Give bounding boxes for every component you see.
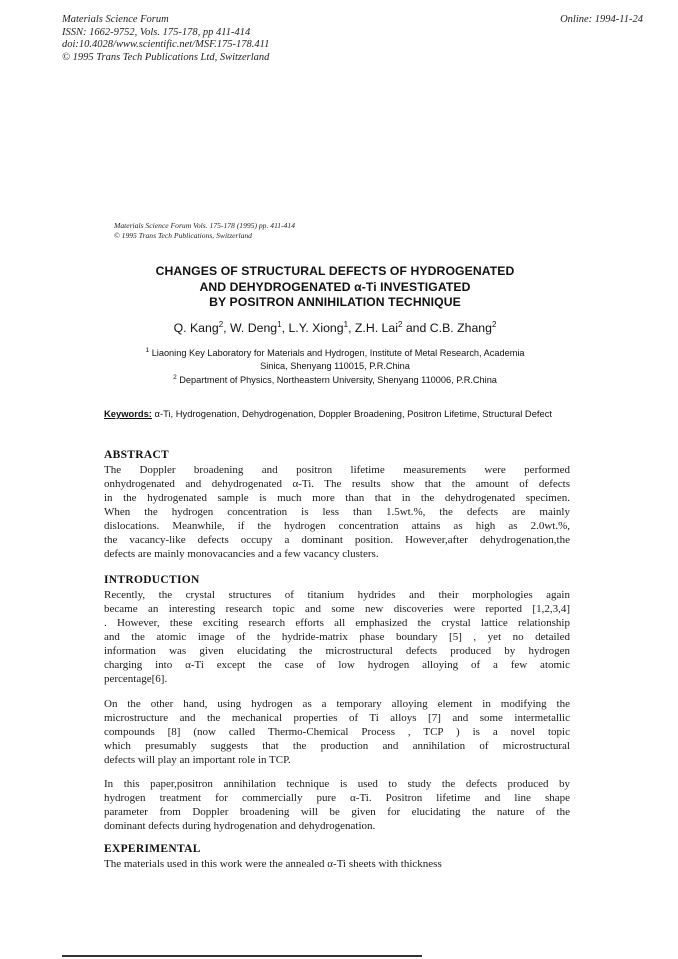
keywords-label: Keywords: <box>104 408 152 419</box>
author-name: Z.H. Lai <box>354 321 398 336</box>
text-line: parameter from Doppler broadening will be given for elucidating the nature of the <box>104 806 570 818</box>
text-line: charging into α-Ti except the case of low hydrogen alloying of a few atomic <box>104 659 570 671</box>
text-line: dominant defects during hydrogenation and dehydrogenation. <box>104 820 376 832</box>
author-name: W. Deng <box>229 321 278 336</box>
author-affil-mark: 2 <box>397 320 403 329</box>
text-line: Recently, the crystal structures of titanium hydrides and their morphologies again <box>104 589 570 601</box>
text-line: information was given elucidating the microstructural defects produced by hydrogen <box>104 645 570 657</box>
experimental-body <box>104 857 570 871</box>
title-line-2: AND DEHYDROGENATED α-Ti INVESTIGATED <box>199 279 471 294</box>
text-line: became an interesting research topic and some new discoveries were reported [1,2,3,4] <box>104 603 570 615</box>
introduction-paragraph-1 <box>104 588 570 686</box>
issn-line: ISSN: 1662-9752, Vols. 175-178, pp 411-414 <box>62 26 251 38</box>
affiliation-text: Liaoning Key Laboratory for Materials and Hydrogen, Institute of Metal Research, Academia <box>151 348 525 359</box>
doi-link[interactable]: doi:10.4028/www.scientific.net/MSF.175-178.411 <box>62 39 270 50</box>
citation-line-1: Materials Science Forum Vols. 175-178 (1995) pp. 411-414 <box>114 221 296 230</box>
abstract-line: When the hydrogen concentration is less than 1.5wt.%, the defects are mainly <box>104 506 570 518</box>
author-separator: , <box>223 321 230 336</box>
text-line: On the other hand, using hydrogen as a temporary alloying element in modifying the <box>104 698 570 710</box>
text-line: compounds [8] (now called Thermo-Chemical Process , TCP ) is a novel topic <box>104 726 570 738</box>
affiliation-number: 1 <box>145 347 150 354</box>
author-name: C.B. Zhang <box>429 321 492 336</box>
paper-title <box>100 264 570 311</box>
online-date: Online: 1994-11-24 <box>560 14 643 25</box>
citation-block <box>114 221 295 241</box>
abstract-line: in the hydrogenated sample is much more than that in the dehydrogenated specimen. <box>104 492 570 504</box>
author-list <box>100 320 570 335</box>
affiliation-text: Sinica, Shenyang 110015, P.R.China <box>260 360 410 371</box>
abstract-line: defects are mainly monovacancies and a few vacancy clusters. <box>104 548 379 560</box>
text-line: hydrogen treatment for commercially pure α-Ti. Positron lifetime and line shape <box>104 792 570 804</box>
author-name: L.Y. Xiong <box>288 321 344 336</box>
journal-name: Materials Science Forum <box>62 14 169 25</box>
introduction-heading: INTRODUCTION <box>104 574 200 586</box>
experimental-heading: EXPERIMENTAL <box>104 843 201 855</box>
text-line: The materials used in this work were the annealed α-Ti sheets with thickness <box>104 858 442 870</box>
text-line: percentage[6]. <box>104 673 168 685</box>
citation-line-2: © 1995 Trans Tech Publications, Switzerland <box>114 231 252 240</box>
keywords-text: α-Ti, Hydrogenation, Dehydrogenation, Doppler Broadening, Positron Lifetime, Structural Defect <box>154 408 553 419</box>
affiliation-text: Department of Physics, Northeastern University, Shenyang 110006, P.R.China <box>179 375 497 386</box>
introduction-paragraph-2 <box>104 697 570 767</box>
abstract-line: onhydrogenated and dehydrogenated α-Ti. The results show that the amount of defects <box>104 478 570 490</box>
text-line: . However, these exciting research efforts all emphasized the crystal lattice relationship <box>104 617 570 629</box>
abstract-body <box>104 463 570 561</box>
author-separator: , <box>348 321 355 336</box>
author-affil-mark: 2 <box>218 320 224 329</box>
text-line: and the atomic image of the hydride-matrix phase boundary [5] , yet no detailed <box>104 631 570 643</box>
author-affil-mark: 2 <box>491 320 497 329</box>
text-line: microstructure and the mechanical properties of Ti alloys [7] and some intermetallic <box>104 712 570 724</box>
author-affil-mark: 1 <box>343 320 349 329</box>
copyright-line: © 1995 Trans Tech Publications Ltd, Switzerland <box>62 51 270 63</box>
keywords <box>104 408 564 420</box>
abstract-line: The Doppler broadening and positron lifetime measurements were performed <box>104 464 570 476</box>
affiliation-2 <box>100 372 570 387</box>
title-line-3: BY POSITRON ANNIHILATION TECHNIQUE <box>209 295 461 309</box>
text-line: which presumably suggests that the production and annihilation of microstructural <box>104 740 570 752</box>
footer-rule <box>62 955 422 957</box>
author-affil-mark: 1 <box>277 320 282 329</box>
affiliation-1 <box>100 345 570 372</box>
title-line-1: CHANGES OF STRUCTURAL DEFECTS OF HYDROGENATED <box>155 264 515 278</box>
abstract-line: dislocations. Meanwhile, if the hydrogen concentration attains as high as 2.0wt.%, <box>104 520 570 532</box>
text-line: In this paper,positron annihilation technique is used to study the defects produced by <box>104 778 570 790</box>
text-line: defects will play an important role in TCP. <box>104 754 291 766</box>
author-separator: and <box>402 321 430 336</box>
journal-header <box>62 14 269 64</box>
abstract-line: the vacancy-like defects occupy a dominant position. However,after dehydrogenation,the <box>104 534 570 546</box>
author-name: Q. Kang <box>173 321 219 336</box>
abstract-heading: ABSTRACT <box>104 449 170 461</box>
introduction-paragraph-3 <box>104 777 570 833</box>
author-separator: , <box>281 321 289 336</box>
affiliation-number: 2 <box>173 374 177 381</box>
